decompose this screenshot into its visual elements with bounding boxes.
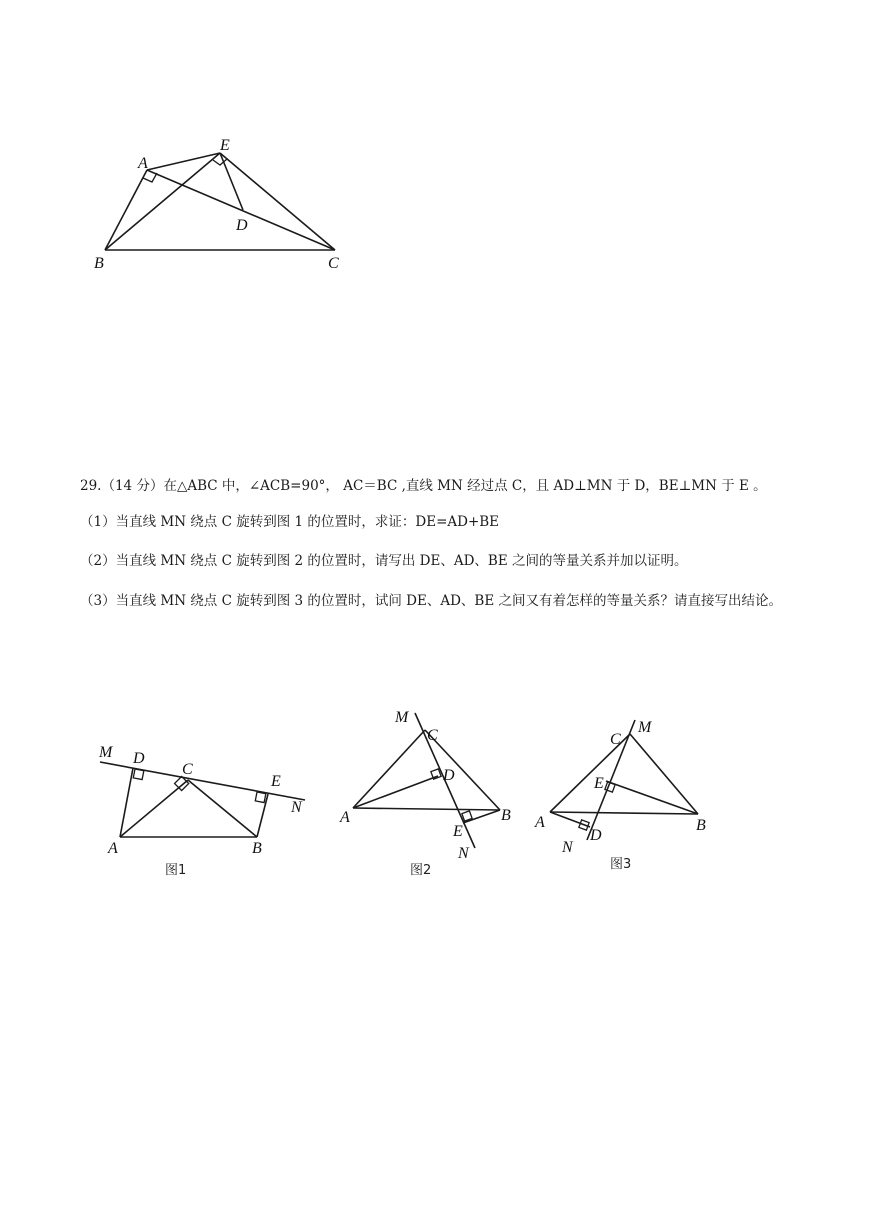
right-angle-mark-e bbox=[605, 782, 615, 792]
segment-be bbox=[463, 810, 500, 823]
right-angle-mark-d bbox=[133, 769, 144, 780]
top-figure-svg bbox=[80, 130, 370, 280]
label-d: D bbox=[236, 217, 248, 234]
label-d: D bbox=[133, 750, 145, 767]
label-e: E bbox=[220, 137, 230, 154]
question-stem: 29.（14 分）在△ABC 中，∠ACB=90°， AC＝BC ,直线 MN 经过点 C，且 AD⊥MN 于 D，BE⊥MN 于 E 。 bbox=[80, 478, 767, 494]
label-a: A bbox=[108, 840, 118, 857]
label-m: M bbox=[99, 744, 113, 761]
figure-3 bbox=[530, 712, 720, 877]
label-n: N bbox=[458, 845, 469, 862]
segment-ad bbox=[550, 812, 590, 827]
label-m: M bbox=[638, 719, 652, 736]
label-b: B bbox=[696, 817, 706, 834]
label-a: A bbox=[535, 814, 545, 831]
question-part-3: （3）当直线 MN 绕点 C 旋转到图 3 的位置时，试问 DE、AD、BE 之间又有着怎样的等量关系？请直接写出结论。 bbox=[80, 593, 782, 609]
figure-1-svg bbox=[95, 740, 315, 880]
caption-figure-1: 图1 bbox=[165, 863, 187, 878]
label-b: B bbox=[501, 807, 511, 824]
segment-ec bbox=[220, 153, 335, 250]
segment-ac bbox=[353, 730, 425, 808]
label-e: E bbox=[594, 775, 604, 792]
label-n: N bbox=[291, 799, 302, 816]
figure-3-svg bbox=[530, 712, 720, 877]
label-c: C bbox=[182, 761, 193, 778]
label-d: D bbox=[443, 767, 455, 784]
label-d: D bbox=[590, 827, 602, 844]
segment-be bbox=[105, 153, 220, 250]
caption-figure-2: 图2 bbox=[410, 863, 432, 878]
label-e: E bbox=[271, 773, 281, 790]
question-part-1: （1）当直线 MN 绕点 C 旋转到图 1 的位置时，求证：DE=AD+BE bbox=[80, 514, 500, 530]
label-a: A bbox=[340, 809, 350, 826]
right-angle-mark-e bbox=[462, 811, 472, 821]
label-a: A bbox=[138, 155, 148, 172]
segment-ac bbox=[120, 780, 188, 837]
label-b: B bbox=[94, 255, 104, 272]
caption-figure-3: 图3 bbox=[610, 857, 632, 872]
label-c: C bbox=[427, 727, 438, 744]
segment-ad bbox=[353, 776, 438, 808]
question-part-2: （2）当直线 MN 绕点 C 旋转到图 2 的位置时，请写出 DE、AD、BE 之间的等量关系并加以证明。 bbox=[80, 553, 688, 569]
label-m: M bbox=[395, 709, 409, 726]
figure-2-svg bbox=[335, 708, 535, 878]
label-e: E bbox=[453, 823, 463, 840]
label-n: N bbox=[562, 839, 573, 856]
segment-ad bbox=[120, 768, 133, 837]
segment-ac bbox=[147, 170, 335, 250]
figure-1 bbox=[95, 740, 315, 880]
segment-ab bbox=[353, 808, 500, 810]
figure-2 bbox=[335, 708, 535, 878]
right-angle-mark-d bbox=[431, 769, 441, 779]
label-b: B bbox=[252, 840, 262, 857]
label-c: C bbox=[328, 255, 339, 272]
right-angle-mark-e bbox=[255, 792, 266, 803]
segment-ab bbox=[550, 812, 698, 814]
label-c: C bbox=[610, 731, 621, 748]
top-figure bbox=[80, 130, 370, 280]
segment-ba bbox=[105, 170, 147, 250]
segment-be bbox=[257, 794, 268, 837]
